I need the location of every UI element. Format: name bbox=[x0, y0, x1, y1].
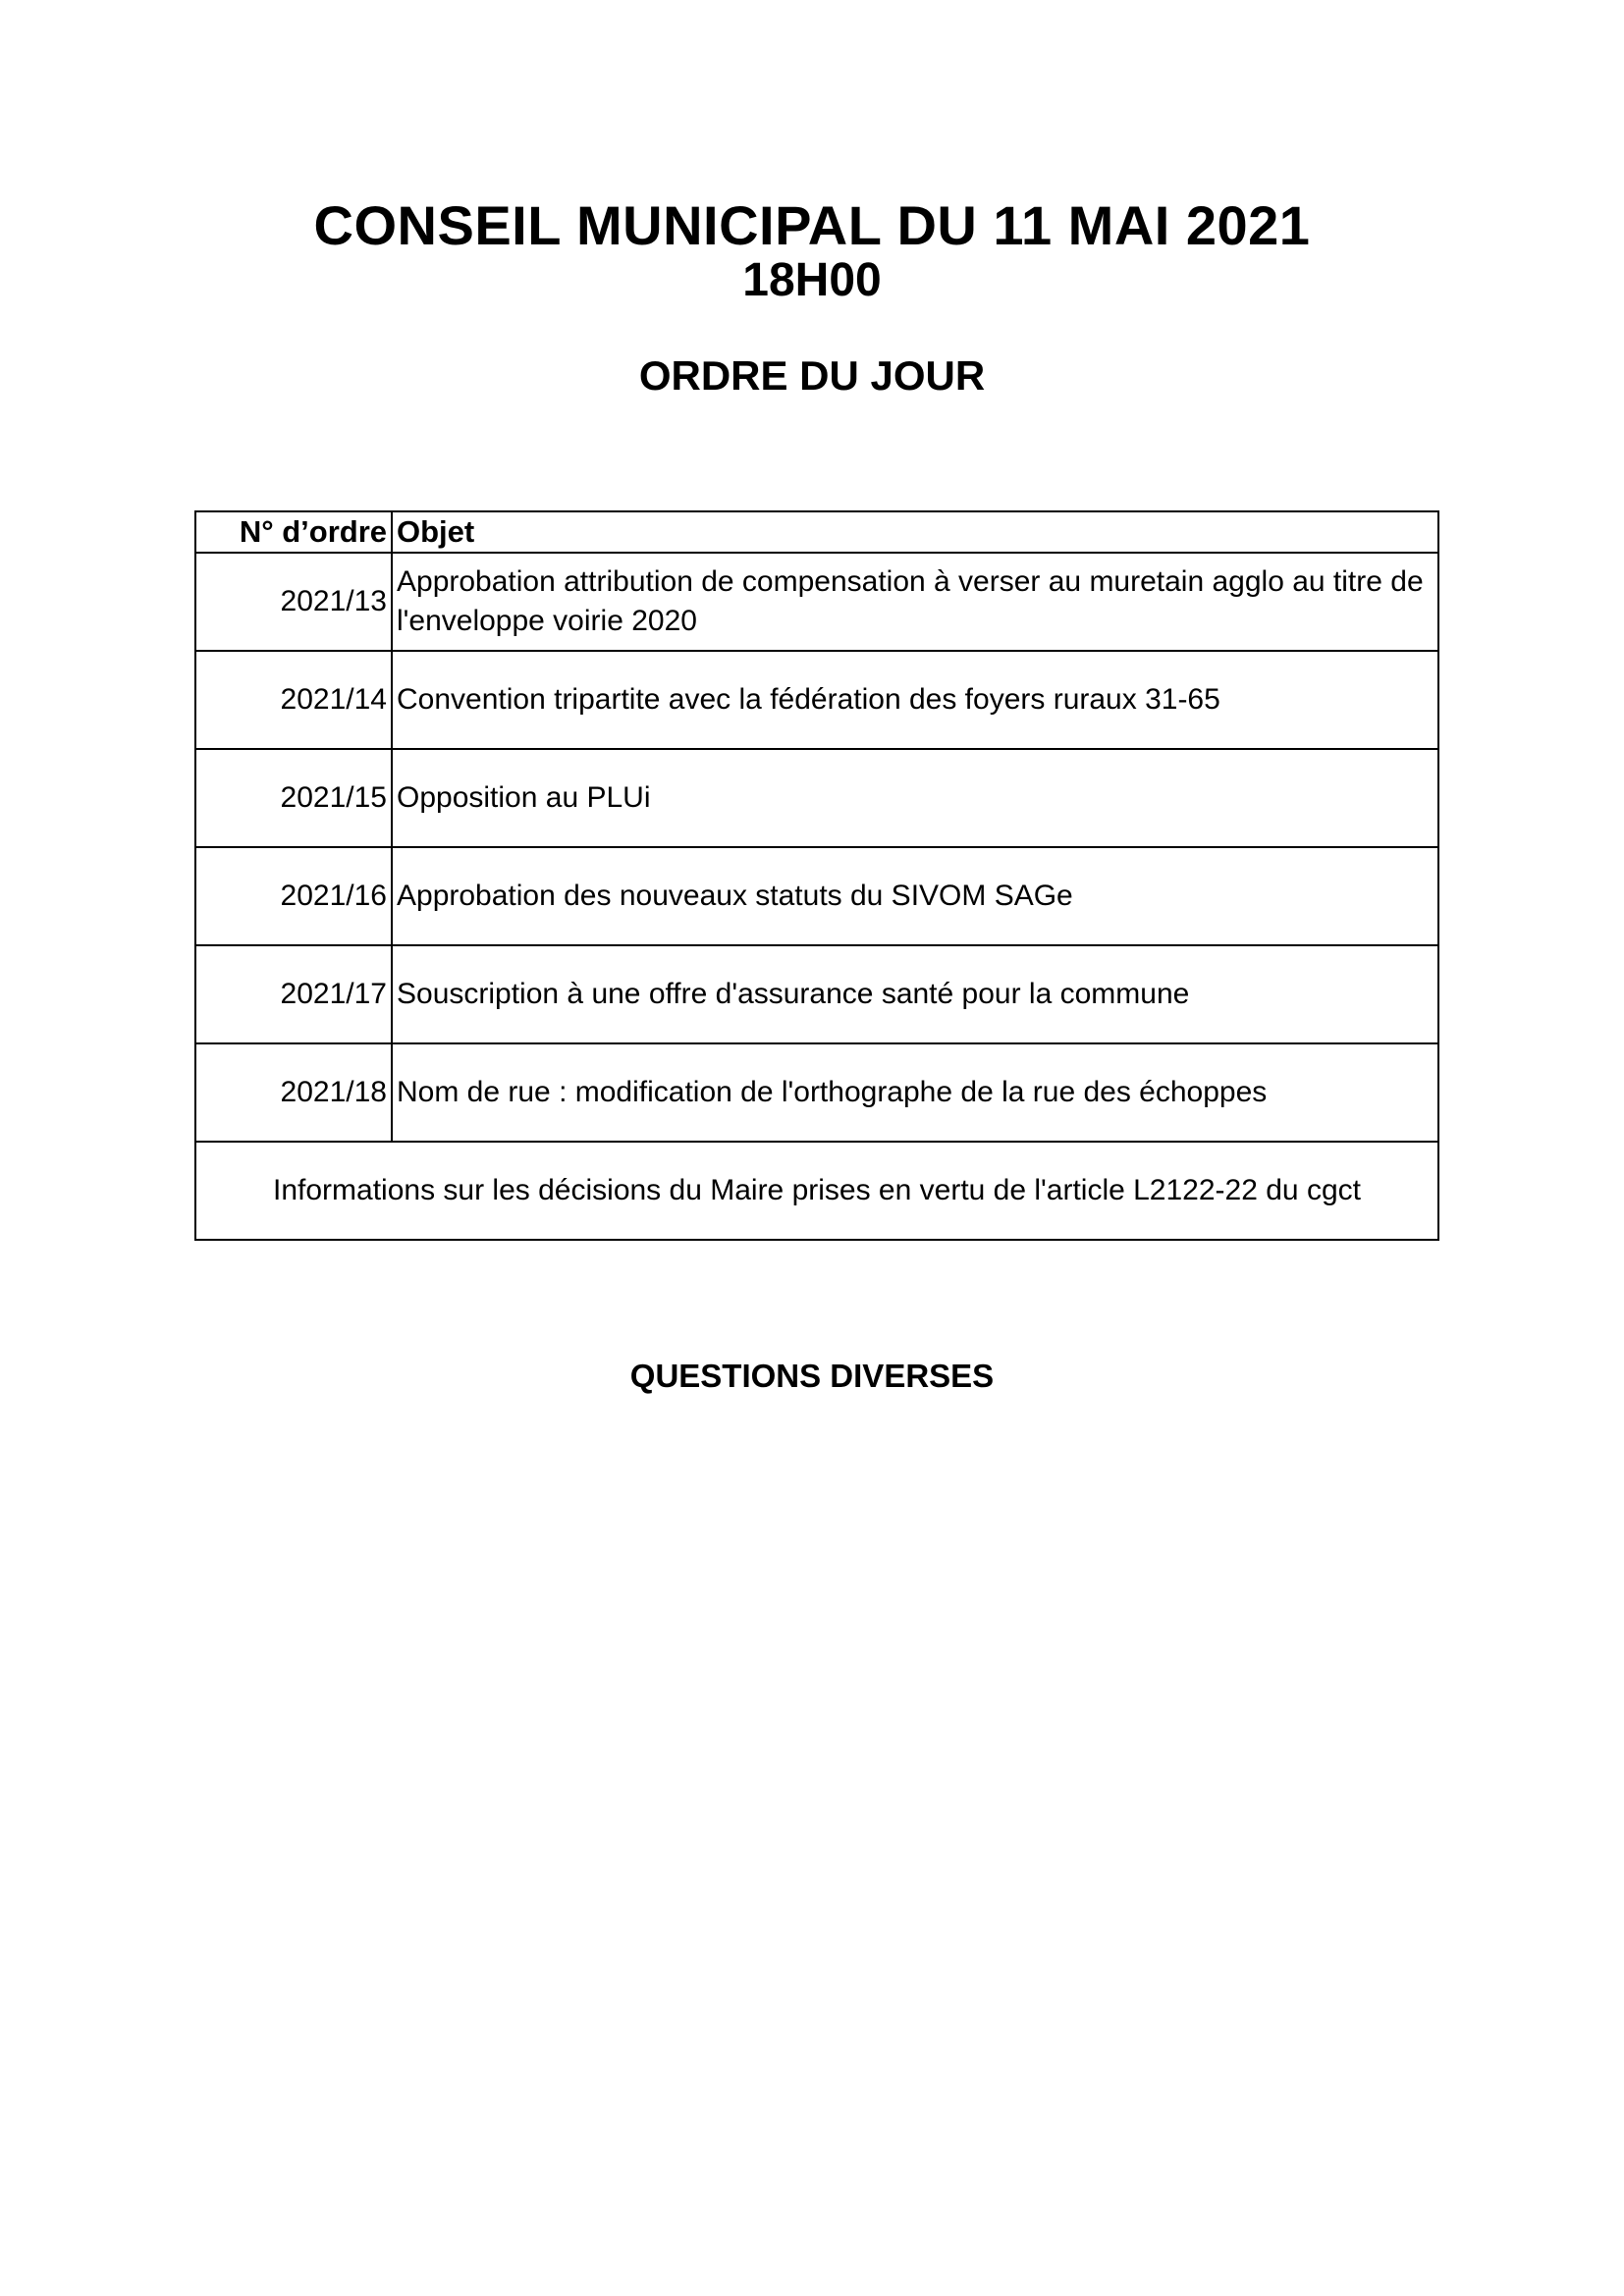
row-subject: Approbation des nouveaux statuts du SIVOM SAGe bbox=[392, 847, 1438, 945]
table-row bbox=[195, 1043, 1438, 1142]
table-row bbox=[195, 749, 1438, 847]
table-row bbox=[195, 945, 1438, 1043]
row-number: 2021/15 bbox=[195, 749, 392, 847]
row-number: 2021/16 bbox=[195, 847, 392, 945]
row-subject: Souscription à une offre d'assurance santé pour la commune bbox=[392, 945, 1438, 1043]
meeting-time: 18H00 bbox=[742, 254, 882, 306]
header-number: N° d’ordre bbox=[195, 511, 392, 553]
table-row bbox=[195, 553, 1438, 651]
table-row bbox=[195, 847, 1438, 945]
agenda-table bbox=[194, 510, 1439, 1241]
misc-questions-heading: QUESTIONS DIVERSES bbox=[629, 1358, 995, 1394]
info-row bbox=[195, 1142, 1438, 1240]
row-number: 2021/18 bbox=[195, 1043, 392, 1142]
table-row bbox=[195, 651, 1438, 749]
row-subject: Convention tripartite avec la fédération des foyers ruraux 31-65 bbox=[392, 651, 1438, 749]
row-number: 2021/17 bbox=[195, 945, 392, 1043]
row-subject: Approbation attribution de compensation à verser au muretain agglo au titre de l'enveloppe voirie 2020 bbox=[392, 553, 1438, 651]
agenda-heading: ORDRE DU JOUR bbox=[638, 352, 986, 399]
page-title: CONSEIL MUNICIPAL DU 11 MAI 2021 bbox=[313, 194, 1311, 256]
header-subject: Objet bbox=[392, 511, 1438, 553]
row-subject: Nom de rue : modification de l'orthographe de la rue des échoppes bbox=[392, 1043, 1438, 1142]
row-number: 2021/13 bbox=[195, 553, 392, 651]
table-header-row bbox=[195, 511, 1438, 553]
row-number: 2021/14 bbox=[195, 651, 392, 749]
info-text: Informations sur les décisions du Maire prises en vertu de l'article L2122-22 du cgct bbox=[195, 1142, 1438, 1240]
row-subject: Opposition au PLUi bbox=[392, 749, 1438, 847]
